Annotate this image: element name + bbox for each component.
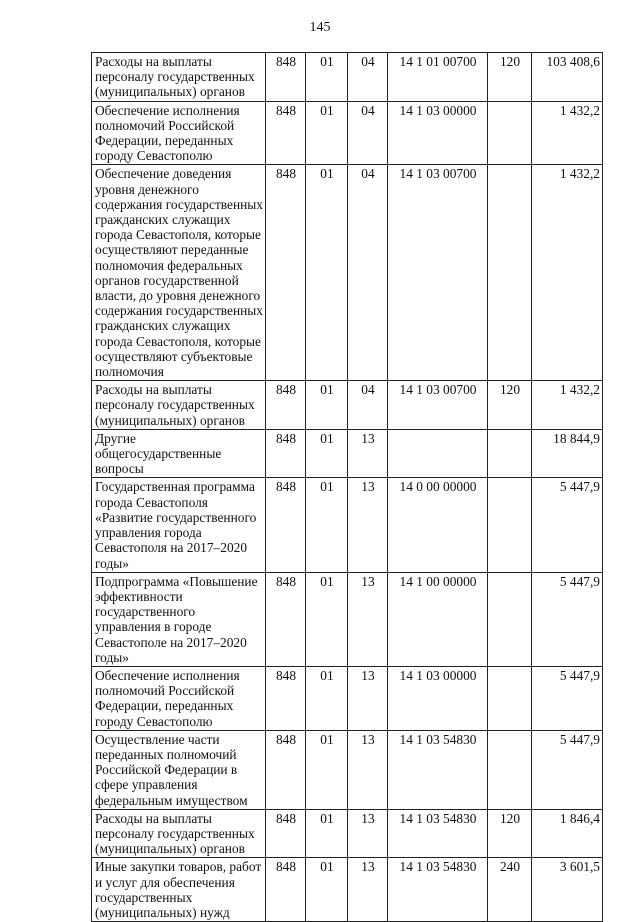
amount-cell: 18 844,9 — [532, 429, 603, 478]
expense-name-cell: Другие общегосударственные вопросы — [92, 429, 266, 478]
target-item-code-cell: 14 1 00 00000 — [388, 572, 488, 666]
section-code-cell: 01 — [306, 429, 348, 478]
table-row — [92, 478, 603, 572]
target-item-code-cell: 14 1 03 00000 — [388, 101, 488, 165]
budget-table — [91, 52, 603, 922]
table-row — [92, 429, 603, 478]
target-item-code-cell: 14 1 03 54830 — [388, 730, 488, 809]
table-row — [92, 381, 603, 430]
page-number: 145 — [309, 20, 331, 35]
department-code-cell: 848 — [266, 429, 306, 478]
section-code-cell: 01 — [306, 858, 348, 922]
expense-type-code-cell — [488, 429, 532, 478]
expense-name-cell: Расходы на выплаты персоналу государственных (муниципальных) органов — [92, 809, 266, 858]
subsection-code-cell: 13 — [348, 858, 388, 922]
section-code-cell: 01 — [306, 101, 348, 165]
department-code-cell: 848 — [266, 730, 306, 809]
table-row — [92, 101, 603, 165]
amount-cell: 1 432,2 — [532, 165, 603, 381]
expense-type-code-cell — [488, 666, 532, 730]
department-code-cell: 848 — [266, 572, 306, 666]
expense-type-code-cell — [488, 478, 532, 572]
department-code-cell: 848 — [266, 478, 306, 572]
expense-name-cell: Иные закупки товаров, работ и услуг для обеспечения государственных (муниципальных) нужд — [92, 858, 266, 922]
section-code-cell: 01 — [306, 478, 348, 572]
amount-cell: 1 846,4 — [532, 809, 603, 858]
expense-type-code-cell: 120 — [488, 381, 532, 430]
expense-name-cell: Обеспечение исполнения полномочий Российской Федерации, переданных городу Севастополю — [92, 101, 266, 165]
department-code-cell: 848 — [266, 165, 306, 381]
department-code-cell: 848 — [266, 666, 306, 730]
section-code-cell: 01 — [306, 165, 348, 381]
section-code-cell: 01 — [306, 730, 348, 809]
expense-name-cell: Осуществление части переданных полномочий Российской Федерации в сфере управления федеральным имуществом — [92, 730, 266, 809]
expense-name-cell: Расходы на выплаты персоналу государственных (муниципальных) органов — [92, 381, 266, 430]
table-row — [92, 730, 603, 809]
table-row — [92, 809, 603, 858]
expense-type-code-cell — [488, 165, 532, 381]
subsection-code-cell: 13 — [348, 572, 388, 666]
department-code-cell: 848 — [266, 101, 306, 165]
subsection-code-cell: 13 — [348, 666, 388, 730]
expense-type-code-cell — [488, 730, 532, 809]
amount-cell: 1 432,2 — [532, 381, 603, 430]
amount-cell: 5 447,9 — [532, 730, 603, 809]
amount-cell: 5 447,9 — [532, 478, 603, 572]
expense-name-cell: Обеспечение доведения уровня денежного содержания государственных гражданских служащих города Севастополя, которые осуществляют переданные полномочия федеральных органов государственной власти, до уровня денежного содержания государственных гражданских служащих города Севастополя, которые осуществляют субъектовые полномочия — [92, 165, 266, 381]
amount-cell: 5 447,9 — [532, 572, 603, 666]
section-code-cell: 01 — [306, 572, 348, 666]
expense-name-cell: Государственная программа города Севастополя «Развитие государственного управления города Севастополя на 2017–2020 годы» — [92, 478, 266, 572]
table-row — [92, 53, 603, 102]
table-row — [92, 666, 603, 730]
subsection-code-cell: 13 — [348, 809, 388, 858]
expense-type-code-cell: 240 — [488, 858, 532, 922]
subsection-code-cell: 04 — [348, 53, 388, 102]
subsection-code-cell: 13 — [348, 478, 388, 572]
target-item-code-cell: 14 1 03 00000 — [388, 666, 488, 730]
expense-type-code-cell: 120 — [488, 809, 532, 858]
subsection-code-cell: 04 — [348, 381, 388, 430]
subsection-code-cell: 04 — [348, 165, 388, 381]
department-code-cell: 848 — [266, 809, 306, 858]
table-row — [92, 165, 603, 381]
subsection-code-cell: 13 — [348, 429, 388, 478]
target-item-code-cell: 14 1 03 00700 — [388, 165, 488, 381]
section-code-cell: 01 — [306, 809, 348, 858]
target-item-code-cell: 14 1 03 00700 — [388, 381, 488, 430]
expense-type-code-cell: 120 — [488, 53, 532, 102]
amount-cell: 5 447,9 — [532, 666, 603, 730]
expense-name-cell: Обеспечение исполнения полномочий Российской Федерации, переданных городу Севастополю — [92, 666, 266, 730]
department-code-cell: 848 — [266, 381, 306, 430]
expense-type-code-cell — [488, 572, 532, 666]
expense-name-cell: Расходы на выплаты персоналу государственных (муниципальных) органов — [92, 53, 266, 102]
expense-name-cell: Подпрограмма «Повышение эффективности государственного управления в городе Севастополе на 2017–2020 годы» — [92, 572, 266, 666]
department-code-cell: 848 — [266, 858, 306, 922]
target-item-code-cell: 14 1 03 54830 — [388, 809, 488, 858]
section-code-cell: 01 — [306, 666, 348, 730]
target-item-code-cell — [388, 429, 488, 478]
amount-cell: 3 601,5 — [532, 858, 603, 922]
amount-cell: 1 432,2 — [532, 101, 603, 165]
target-item-code-cell: 14 0 00 00000 — [388, 478, 488, 572]
subsection-code-cell: 13 — [348, 730, 388, 809]
table-row — [92, 858, 603, 922]
table-row — [92, 572, 603, 666]
section-code-cell: 01 — [306, 381, 348, 430]
department-code-cell: 848 — [266, 53, 306, 102]
target-item-code-cell: 14 1 01 00700 — [388, 53, 488, 102]
subsection-code-cell: 04 — [348, 101, 388, 165]
target-item-code-cell: 14 1 03 54830 — [388, 858, 488, 922]
expense-type-code-cell — [488, 101, 532, 165]
amount-cell: 103 408,6 — [532, 53, 603, 102]
section-code-cell: 01 — [306, 53, 348, 102]
